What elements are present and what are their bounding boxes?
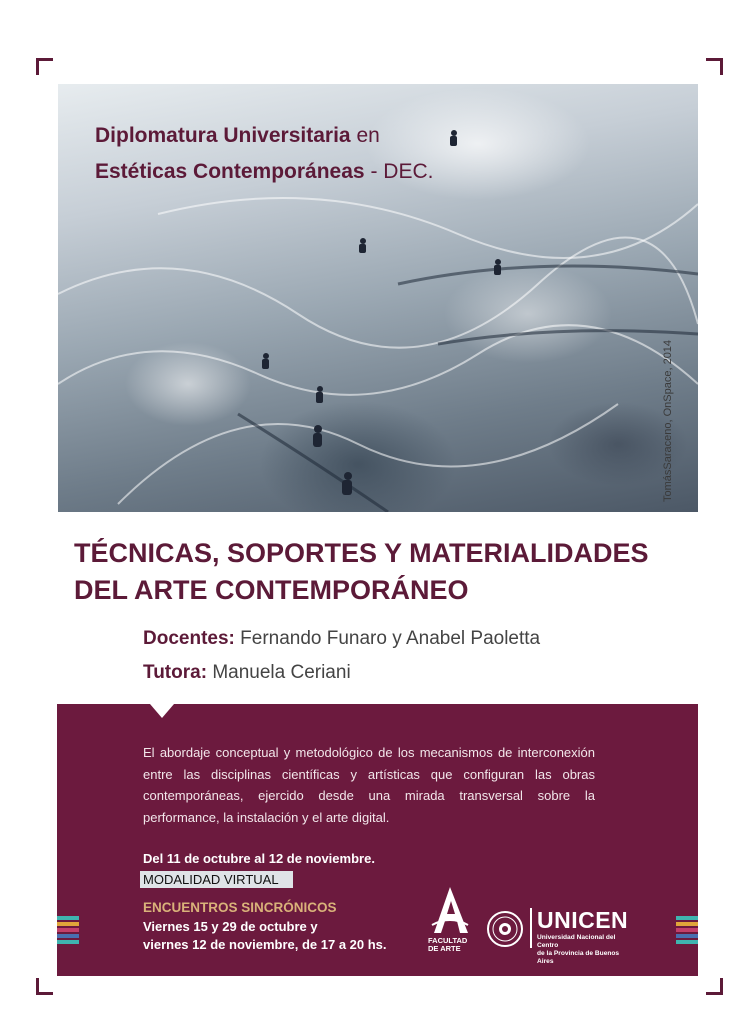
facultad-de-arte-logo bbox=[428, 885, 472, 955]
course-title bbox=[74, 535, 714, 609]
corner-mark-top-left bbox=[36, 58, 53, 75]
corner-mark-top-right bbox=[706, 58, 723, 75]
encuentros-title: ENCUENTROS SINCRÓNICOS bbox=[143, 900, 337, 915]
panel-notch bbox=[150, 704, 174, 718]
encuentros-line1: Viernes 15 y 29 de octubre y bbox=[143, 919, 318, 934]
unicen-subtitle-line2: de la Provincia de Buenos Aires bbox=[537, 950, 620, 965]
corner-mark-bottom-right bbox=[706, 978, 723, 995]
university-seal-icon bbox=[486, 910, 524, 948]
modalidad-badge: MODALIDAD VIRTUAL bbox=[140, 871, 293, 888]
facultad-line1: FACULTAD bbox=[428, 936, 468, 945]
docentes-label: Docentes: bbox=[143, 628, 235, 649]
course-description: El abordaje conceptual y metodológico de los mecanismos de interconexión entre las disciplinas científicas y artísticas que configuran las obras contemporáneas, ejercido desde una mirada transversal sobre la performance, la instalación y el arte digital. bbox=[143, 745, 595, 825]
course-title-line2: DEL ARTE CONTEMPORÁNEO bbox=[74, 575, 469, 605]
tutora-line bbox=[143, 662, 351, 684]
program-acronym: - DEC. bbox=[370, 160, 434, 183]
program-title-connector: en bbox=[356, 124, 380, 147]
docentes-value: Fernando Funaro y Anabel Paoletta bbox=[240, 628, 541, 649]
encuentros-line2: viernes 12 de noviembre, de 17 a 20 hs. bbox=[143, 937, 387, 952]
unicen-divider bbox=[530, 908, 532, 948]
color-stripes-right bbox=[676, 916, 698, 946]
corner-mark-bottom-left bbox=[36, 978, 53, 995]
hero-photo bbox=[58, 84, 698, 512]
unicen-subtitle bbox=[537, 934, 633, 966]
unicen-subtitle-line1: Universidad Nacional del Centro bbox=[537, 934, 616, 949]
course-title-line1: TÉCNICAS, SOPORTES Y MATERIALIDADES bbox=[74, 538, 649, 568]
docentes-line bbox=[143, 628, 540, 650]
course-dates: Del 11 de octubre al 12 de noviembre. bbox=[143, 851, 375, 866]
tutora-label: Tutora: bbox=[143, 662, 208, 683]
facultad-line2: DE ARTE bbox=[428, 944, 461, 953]
program-title bbox=[95, 118, 433, 190]
color-stripes-left bbox=[57, 916, 79, 946]
program-title-line2: Estéticas Contemporáneas bbox=[95, 160, 365, 183]
unicen-logo-text: UNICEN bbox=[537, 907, 629, 933]
facultad-de-arte-logo-icon bbox=[428, 885, 472, 937]
photo-credit: TomásSaraceno, OnSpace, 2014 bbox=[662, 339, 674, 502]
program-title-line1: Diplomatura Universitaria bbox=[95, 124, 351, 147]
tutora-value: Manuela Ceriani bbox=[212, 662, 351, 683]
